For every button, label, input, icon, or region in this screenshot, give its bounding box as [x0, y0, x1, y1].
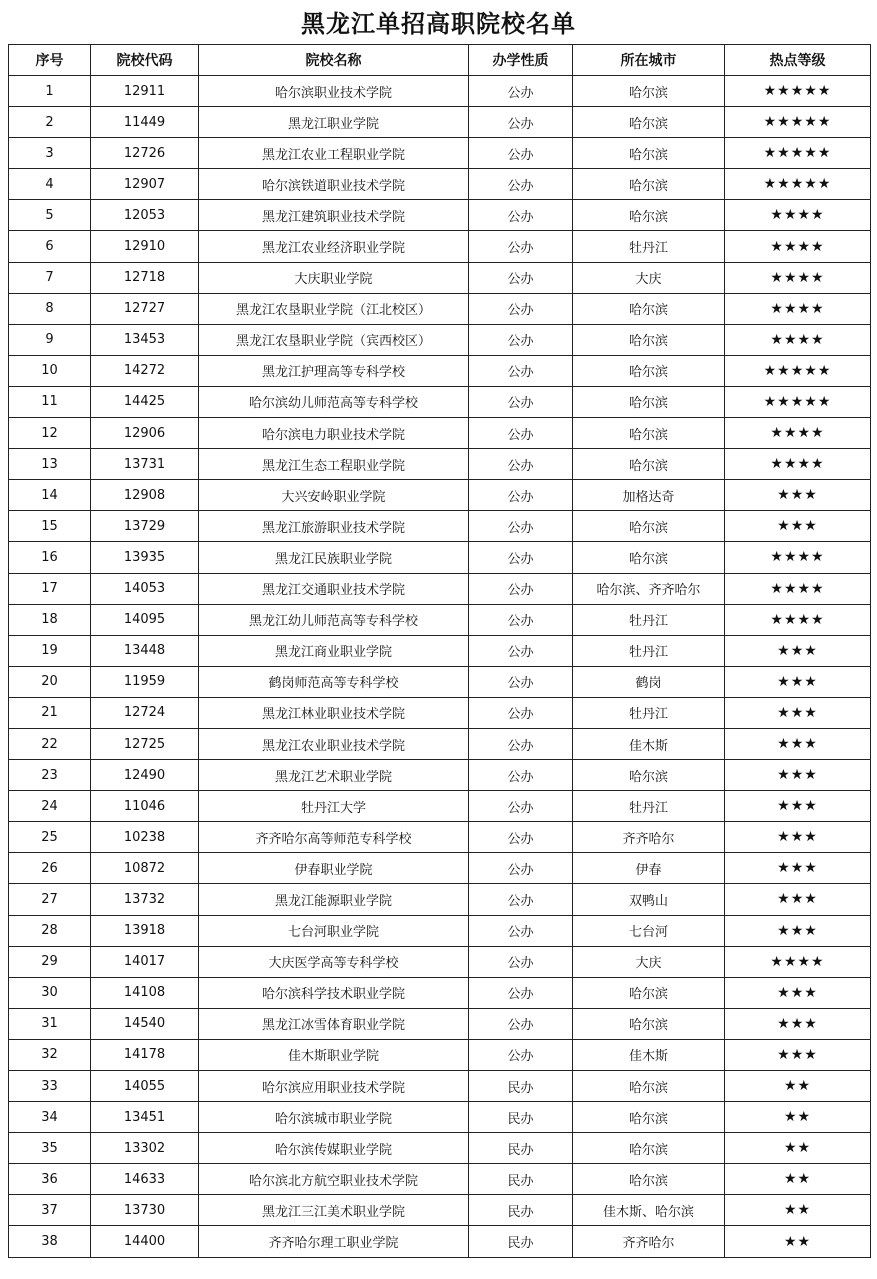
index-cell: 13	[9, 449, 91, 480]
table-row	[9, 697, 871, 728]
rating-stars: ★★★	[725, 791, 871, 822]
name-cell: 齐齐哈尔理工职业学院	[199, 1226, 469, 1257]
table-row	[9, 480, 871, 511]
index-cell: 7	[9, 262, 91, 293]
city-cell: 哈尔滨	[573, 138, 725, 169]
type-cell: 公办	[469, 355, 573, 386]
name-cell: 七台河职业学院	[199, 915, 469, 946]
type-cell: 公办	[469, 1039, 573, 1070]
table-row	[9, 635, 871, 666]
city-cell: 哈尔滨	[573, 1133, 725, 1164]
rating-stars: ★★★	[725, 480, 871, 511]
rating-stars: ★★★★	[725, 293, 871, 324]
table-row	[9, 760, 871, 791]
code-cell: 13302	[91, 1133, 199, 1164]
index-cell: 5	[9, 200, 91, 231]
city-cell: 齐齐哈尔	[573, 822, 725, 853]
name-cell: 黑龙江农垦职业学院（宾西校区）	[199, 324, 469, 355]
rating-stars: ★★	[725, 1102, 871, 1133]
table-row	[9, 728, 871, 759]
code-cell: 13732	[91, 884, 199, 915]
table-row	[9, 915, 871, 946]
name-cell: 哈尔滨城市职业学院	[199, 1102, 469, 1133]
type-cell: 公办	[469, 977, 573, 1008]
rating-stars: ★★★★	[725, 418, 871, 449]
code-cell: 10872	[91, 853, 199, 884]
index-cell: 34	[9, 1102, 91, 1133]
index-cell: 8	[9, 293, 91, 324]
table-row	[9, 1195, 871, 1226]
city-cell: 哈尔滨	[573, 107, 725, 138]
name-cell: 哈尔滨职业技术学院	[199, 76, 469, 107]
table-row	[9, 1164, 871, 1195]
index-cell: 17	[9, 573, 91, 604]
index-cell: 25	[9, 822, 91, 853]
code-cell: 11046	[91, 791, 199, 822]
type-cell: 公办	[469, 262, 573, 293]
code-cell: 13730	[91, 1195, 199, 1226]
table-row	[9, 1008, 871, 1039]
code-cell: 12727	[91, 293, 199, 324]
name-cell: 哈尔滨铁道职业技术学院	[199, 169, 469, 200]
header-type: 办学性质	[469, 45, 573, 76]
name-cell: 大兴安岭职业学院	[199, 480, 469, 511]
name-cell: 黑龙江能源职业学院	[199, 884, 469, 915]
rating-stars: ★★★★	[725, 449, 871, 480]
code-cell: 14108	[91, 977, 199, 1008]
table-row	[9, 262, 871, 293]
city-cell: 牡丹江	[573, 697, 725, 728]
type-cell: 民办	[469, 1226, 573, 1257]
code-cell: 12490	[91, 760, 199, 791]
code-cell: 14425	[91, 386, 199, 417]
city-cell: 哈尔滨	[573, 418, 725, 449]
type-cell: 公办	[469, 107, 573, 138]
name-cell: 牡丹江大学	[199, 791, 469, 822]
city-cell: 哈尔滨	[573, 1071, 725, 1102]
name-cell: 黑龙江冰雪体育职业学院	[199, 1008, 469, 1039]
name-cell: 伊春职业学院	[199, 853, 469, 884]
rating-stars: ★★★	[725, 822, 871, 853]
rating-stars: ★★★	[725, 853, 871, 884]
index-cell: 29	[9, 946, 91, 977]
type-cell: 公办	[469, 418, 573, 449]
index-cell: 15	[9, 511, 91, 542]
rating-stars: ★★	[725, 1164, 871, 1195]
type-cell: 公办	[469, 635, 573, 666]
index-cell: 35	[9, 1133, 91, 1164]
code-cell: 12726	[91, 138, 199, 169]
table-row	[9, 355, 871, 386]
code-cell: 12907	[91, 169, 199, 200]
type-cell: 公办	[469, 853, 573, 884]
table-row	[9, 542, 871, 573]
index-cell: 10	[9, 355, 91, 386]
type-cell: 公办	[469, 915, 573, 946]
rating-stars: ★★	[725, 1133, 871, 1164]
index-cell: 22	[9, 728, 91, 759]
city-cell: 大庆	[573, 946, 725, 977]
index-cell: 3	[9, 138, 91, 169]
code-cell: 12910	[91, 231, 199, 262]
table-row	[9, 1039, 871, 1070]
table-row	[9, 449, 871, 480]
type-cell: 民办	[469, 1195, 573, 1226]
name-cell: 佳木斯职业学院	[199, 1039, 469, 1070]
type-cell: 公办	[469, 76, 573, 107]
index-cell: 20	[9, 666, 91, 697]
code-cell: 12911	[91, 76, 199, 107]
rating-stars: ★★★	[725, 635, 871, 666]
city-cell: 佳木斯	[573, 728, 725, 759]
index-cell: 6	[9, 231, 91, 262]
index-cell: 9	[9, 324, 91, 355]
name-cell: 黑龙江民族职业学院	[199, 542, 469, 573]
name-cell: 黑龙江林业职业技术学院	[199, 697, 469, 728]
rating-stars: ★★★★	[725, 573, 871, 604]
type-cell: 公办	[469, 946, 573, 977]
table-row	[9, 666, 871, 697]
name-cell: 黑龙江艺术职业学院	[199, 760, 469, 791]
code-cell: 14017	[91, 946, 199, 977]
code-cell: 13448	[91, 635, 199, 666]
table-row	[9, 200, 871, 231]
index-cell: 11	[9, 386, 91, 417]
type-cell: 公办	[469, 573, 573, 604]
rating-stars: ★★★	[725, 977, 871, 1008]
code-cell: 12725	[91, 728, 199, 759]
index-cell: 37	[9, 1195, 91, 1226]
index-cell: 36	[9, 1164, 91, 1195]
city-cell: 哈尔滨	[573, 511, 725, 542]
rating-stars: ★★★★★	[725, 107, 871, 138]
index-cell: 26	[9, 853, 91, 884]
index-cell: 18	[9, 604, 91, 635]
type-cell: 公办	[469, 480, 573, 511]
type-cell: 民办	[469, 1071, 573, 1102]
rating-stars: ★★★★	[725, 200, 871, 231]
school-table	[8, 44, 871, 1258]
rating-stars: ★★★★★	[725, 355, 871, 386]
page-title: 黑龙江单招高职院校名单	[301, 10, 576, 38]
table-row	[9, 604, 871, 635]
type-cell: 公办	[469, 138, 573, 169]
type-cell: 公办	[469, 1008, 573, 1039]
type-cell: 公办	[469, 697, 573, 728]
type-cell: 公办	[469, 884, 573, 915]
rating-stars: ★★★	[725, 728, 871, 759]
type-cell: 公办	[469, 666, 573, 697]
table-row	[9, 1133, 871, 1164]
type-cell: 民办	[469, 1102, 573, 1133]
code-cell: 12906	[91, 418, 199, 449]
table-row	[9, 293, 871, 324]
table-row	[9, 1102, 871, 1133]
index-cell: 14	[9, 480, 91, 511]
city-cell: 哈尔滨	[573, 760, 725, 791]
city-cell: 哈尔滨	[573, 449, 725, 480]
name-cell: 黑龙江三江美术职业学院	[199, 1195, 469, 1226]
name-cell: 黑龙江交通职业技术学院	[199, 573, 469, 604]
name-cell: 哈尔滨北方航空职业技术学院	[199, 1164, 469, 1195]
city-cell: 哈尔滨	[573, 386, 725, 417]
rating-stars: ★★★	[725, 1039, 871, 1070]
table-row	[9, 138, 871, 169]
table-row	[9, 1071, 871, 1102]
rating-stars: ★★★	[725, 1008, 871, 1039]
header-name: 院校名称	[199, 45, 469, 76]
city-cell: 牡丹江	[573, 791, 725, 822]
table-row	[9, 76, 871, 107]
table-row	[9, 822, 871, 853]
code-cell: 11959	[91, 666, 199, 697]
city-cell: 哈尔滨	[573, 200, 725, 231]
rating-stars: ★★★★★	[725, 76, 871, 107]
rating-stars: ★★	[725, 1226, 871, 1257]
type-cell: 公办	[469, 822, 573, 853]
city-cell: 哈尔滨	[573, 977, 725, 1008]
name-cell: 黑龙江生态工程职业学院	[199, 449, 469, 480]
code-cell: 12053	[91, 200, 199, 231]
rating-stars: ★★★★★	[725, 138, 871, 169]
city-cell: 哈尔滨	[573, 1008, 725, 1039]
rating-stars: ★★★	[725, 915, 871, 946]
city-cell: 哈尔滨	[573, 542, 725, 573]
type-cell: 民办	[469, 1164, 573, 1195]
table-row	[9, 511, 871, 542]
code-cell: 14055	[91, 1071, 199, 1102]
city-cell: 牡丹江	[573, 604, 725, 635]
rating-stars: ★★★★	[725, 231, 871, 262]
code-cell: 14633	[91, 1164, 199, 1195]
name-cell: 齐齐哈尔高等师范专科学校	[199, 822, 469, 853]
code-cell: 13451	[91, 1102, 199, 1133]
index-cell: 21	[9, 697, 91, 728]
city-cell: 哈尔滨	[573, 1102, 725, 1133]
name-cell: 大庆职业学院	[199, 262, 469, 293]
rating-stars: ★★★★★	[725, 169, 871, 200]
header-rating: 热点等级	[725, 45, 871, 76]
table-row	[9, 324, 871, 355]
rating-stars: ★★★★★	[725, 386, 871, 417]
name-cell: 哈尔滨应用职业技术学院	[199, 1071, 469, 1102]
city-cell: 伊春	[573, 853, 725, 884]
city-cell: 哈尔滨	[573, 293, 725, 324]
index-cell: 19	[9, 635, 91, 666]
city-cell: 双鸭山	[573, 884, 725, 915]
type-cell: 公办	[469, 231, 573, 262]
type-cell: 民办	[469, 1133, 573, 1164]
name-cell: 哈尔滨科学技术职业学院	[199, 977, 469, 1008]
table-row	[9, 231, 871, 262]
header-city: 所在城市	[573, 45, 725, 76]
name-cell: 哈尔滨电力职业技术学院	[199, 418, 469, 449]
city-cell: 牡丹江	[573, 635, 725, 666]
city-cell: 佳木斯、哈尔滨	[573, 1195, 725, 1226]
table-row	[9, 386, 871, 417]
rating-stars: ★★★★	[725, 604, 871, 635]
code-cell: 14178	[91, 1039, 199, 1070]
index-cell: 24	[9, 791, 91, 822]
rating-stars: ★★	[725, 1071, 871, 1102]
city-cell: 哈尔滨	[573, 324, 725, 355]
city-cell: 哈尔滨	[573, 169, 725, 200]
table-row	[9, 1226, 871, 1257]
table-row	[9, 418, 871, 449]
code-cell: 11449	[91, 107, 199, 138]
type-cell: 公办	[469, 728, 573, 759]
code-cell: 14053	[91, 573, 199, 604]
code-cell: 14400	[91, 1226, 199, 1257]
rating-stars: ★★★★	[725, 946, 871, 977]
type-cell: 公办	[469, 293, 573, 324]
table-header-row	[9, 45, 871, 76]
rating-stars: ★★★	[725, 884, 871, 915]
city-cell: 哈尔滨、齐齐哈尔	[573, 573, 725, 604]
city-cell: 哈尔滨	[573, 1164, 725, 1195]
code-cell: 14095	[91, 604, 199, 635]
rating-stars: ★★★★	[725, 542, 871, 573]
type-cell: 公办	[469, 386, 573, 417]
table-row	[9, 573, 871, 604]
city-cell: 七台河	[573, 915, 725, 946]
type-cell: 公办	[469, 760, 573, 791]
index-cell: 30	[9, 977, 91, 1008]
type-cell: 公办	[469, 449, 573, 480]
city-cell: 哈尔滨	[573, 76, 725, 107]
name-cell: 黑龙江农垦职业学院（江北校区）	[199, 293, 469, 324]
code-cell: 12908	[91, 480, 199, 511]
rating-stars: ★★★★	[725, 324, 871, 355]
code-cell: 13453	[91, 324, 199, 355]
name-cell: 哈尔滨传媒职业学院	[199, 1133, 469, 1164]
index-cell: 38	[9, 1226, 91, 1257]
code-cell: 13935	[91, 542, 199, 573]
city-cell: 牡丹江	[573, 231, 725, 262]
table-row	[9, 791, 871, 822]
name-cell: 黑龙江幼儿师范高等专科学校	[199, 604, 469, 635]
rating-stars: ★★★	[725, 760, 871, 791]
index-cell: 2	[9, 107, 91, 138]
rating-stars: ★★★	[725, 697, 871, 728]
index-cell: 27	[9, 884, 91, 915]
rating-stars: ★★★	[725, 511, 871, 542]
name-cell: 哈尔滨幼儿师范高等专科学校	[199, 386, 469, 417]
table-row	[9, 884, 871, 915]
rating-stars: ★★★★	[725, 262, 871, 293]
city-cell: 大庆	[573, 262, 725, 293]
header-index: 序号	[9, 45, 91, 76]
name-cell: 黑龙江建筑职业技术学院	[199, 200, 469, 231]
index-cell: 4	[9, 169, 91, 200]
rating-stars: ★★★	[725, 666, 871, 697]
code-cell: 13729	[91, 511, 199, 542]
index-cell: 33	[9, 1071, 91, 1102]
code-cell: 13918	[91, 915, 199, 946]
table-row	[9, 977, 871, 1008]
name-cell: 鹤岗师范高等专科学校	[199, 666, 469, 697]
type-cell: 公办	[469, 324, 573, 355]
index-cell: 1	[9, 76, 91, 107]
index-cell: 32	[9, 1039, 91, 1070]
index-cell: 31	[9, 1008, 91, 1039]
type-cell: 公办	[469, 604, 573, 635]
table-row	[9, 853, 871, 884]
code-cell: 12718	[91, 262, 199, 293]
name-cell: 黑龙江旅游职业技术学院	[199, 511, 469, 542]
name-cell: 黑龙江护理高等专科学校	[199, 355, 469, 386]
city-cell: 鹤岗	[573, 666, 725, 697]
name-cell: 黑龙江农业经济职业学院	[199, 231, 469, 262]
name-cell: 黑龙江商业职业学院	[199, 635, 469, 666]
city-cell: 佳木斯	[573, 1039, 725, 1070]
index-cell: 23	[9, 760, 91, 791]
table-row	[9, 169, 871, 200]
city-cell: 齐齐哈尔	[573, 1226, 725, 1257]
table-row	[9, 946, 871, 977]
type-cell: 公办	[469, 169, 573, 200]
table-row	[9, 107, 871, 138]
header-code: 院校代码	[91, 45, 199, 76]
code-cell: 13731	[91, 449, 199, 480]
type-cell: 公办	[469, 542, 573, 573]
type-cell: 公办	[469, 791, 573, 822]
name-cell: 黑龙江农业工程职业学院	[199, 138, 469, 169]
code-cell: 14540	[91, 1008, 199, 1039]
index-cell: 12	[9, 418, 91, 449]
name-cell: 黑龙江农业职业技术学院	[199, 728, 469, 759]
name-cell: 黑龙江职业学院	[199, 107, 469, 138]
name-cell: 大庆医学高等专科学校	[199, 946, 469, 977]
table-body	[9, 76, 871, 1258]
code-cell: 10238	[91, 822, 199, 853]
code-cell: 12724	[91, 697, 199, 728]
type-cell: 公办	[469, 511, 573, 542]
index-cell: 28	[9, 915, 91, 946]
code-cell: 14272	[91, 355, 199, 386]
index-cell: 16	[9, 542, 91, 573]
type-cell: 公办	[469, 200, 573, 231]
rating-stars: ★★	[725, 1195, 871, 1226]
city-cell: 加格达奇	[573, 480, 725, 511]
city-cell: 哈尔滨	[573, 355, 725, 386]
